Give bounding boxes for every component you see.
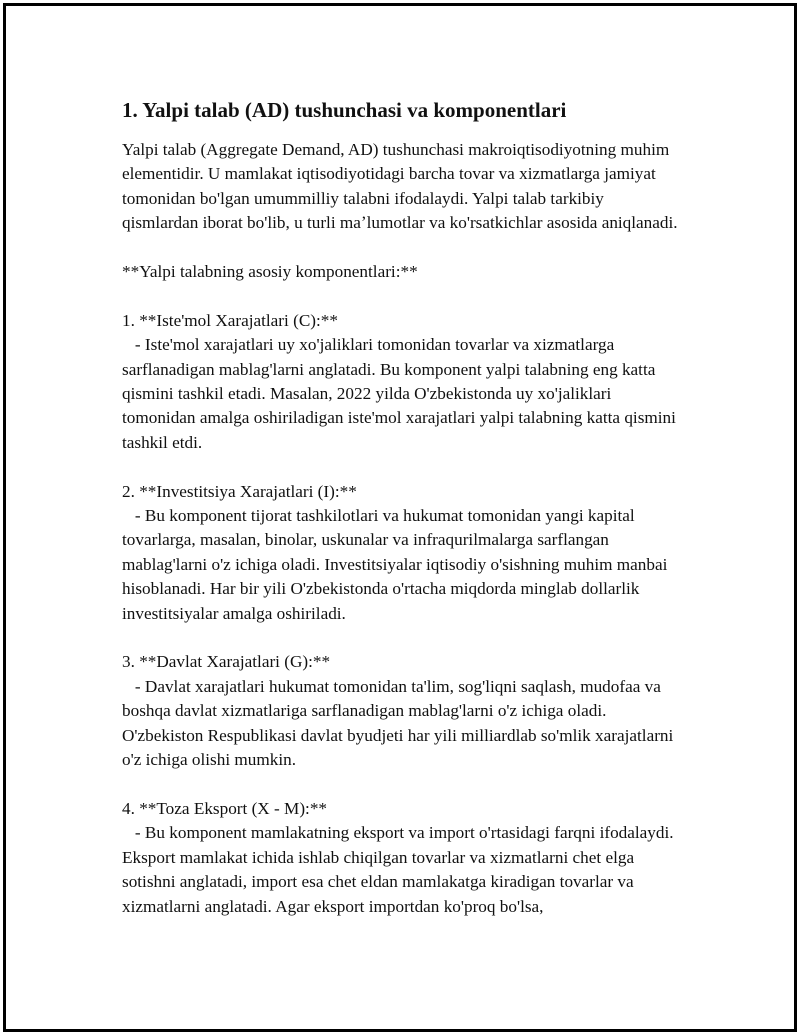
- spacer: [122, 284, 682, 308]
- component-text: - Bu komponent tijorat tashkilotlari va hukumat tomonidan yangi kapital tovarlarga, masalan, binolar, uskunalar va infraqurilmalarga sarflangan mablag'larni o'z ichiga oladi. Investitsiyalar iqtisodiy o'sishning muhim manbai hisoblanadi. Har bir yili O'zbekistonda o'rtacha miqdorda minglab dollarlik investitsiyalar amalga oshiriladi.: [122, 506, 672, 623]
- component-text: - Bu komponent mamlakatning eksport va import o'rtasidagi farqni ifodalaydi. Eksport mamlakat ichida ishlab chiqilgan tovarlar va xizmatlarni chet elga sotishni anglatadi, import esa chet eldan mamlakatga kiradigan tovarlar va xizmatlarni anglatadi. Agar eksport importdan ko'proq bo'lsa,: [122, 823, 678, 916]
- page-frame: [3, 3, 797, 1032]
- component-item: [122, 480, 682, 626]
- section-heading: 1. Yalpi talab (AD) tushunchasi va komponentlari: [122, 98, 567, 122]
- component-title: 2. **Investitsiya Xarajatlari (I):**: [122, 481, 357, 501]
- component-item: [122, 797, 682, 919]
- document-body: [122, 96, 682, 919]
- spacer: [122, 236, 682, 260]
- intro-paragraph: Yalpi talab (Aggregate Demand, AD) tushunchasi makroiqtisodiyotning muhim elementidir. U mamlakat iqtisodiyotidagi barcha tovar va xizmatlarga jamiyat tomonidan bo'lgan umummilliy talabni ifodalaydi. Yalpi talab tarkibiy qismlardan iborat bo'lib, u turli maʼlumotlar va ko'rsatkichlar asosida aniqlanadi.: [122, 140, 678, 233]
- components-heading: **Yalpi talabning asosiy komponentlari:**: [122, 262, 418, 282]
- component-text: - Iste'mol xarajatlari uy xo'jaliklari tomonidan tovarlar va xizmatlarga sarflanadigan mablag'larni anglatadi. Bu komponent yalpi talabning eng katta qismini tashkil etadi. Masalan, 2022 yilda O'zbekistonda uy xo'jaliklari tomonidan amalga oshiriladigan iste'mol xarajatlari yalpi talabning katta qismini tashkil etdi.: [122, 335, 681, 452]
- component-title: 1. **Iste'mol Xarajatlari (C):**: [122, 310, 338, 330]
- spacer: [122, 773, 682, 797]
- component-text: - Davlat xarajatlari hukumat tomonidan ta'lim, sog'liqni saqlash, mudofaa va boshqa davlat xizmatlariga sarflanadigan mablag'larni o'z ichiga oladi. O'zbekiston Respublikasi davlat byudjeti har yili milliardlab so'mlik xarajatlarni o'z ichiga olishi mumkin.: [122, 676, 678, 770]
- spacer: [122, 626, 682, 650]
- component-item: [122, 650, 682, 772]
- component-title: 4. **Toza Eksport (X - M):**: [122, 798, 328, 818]
- component-item: [122, 309, 682, 455]
- spacer: [122, 455, 682, 479]
- component-title: 3. **Davlat Xarajatlari (G):**: [122, 652, 331, 672]
